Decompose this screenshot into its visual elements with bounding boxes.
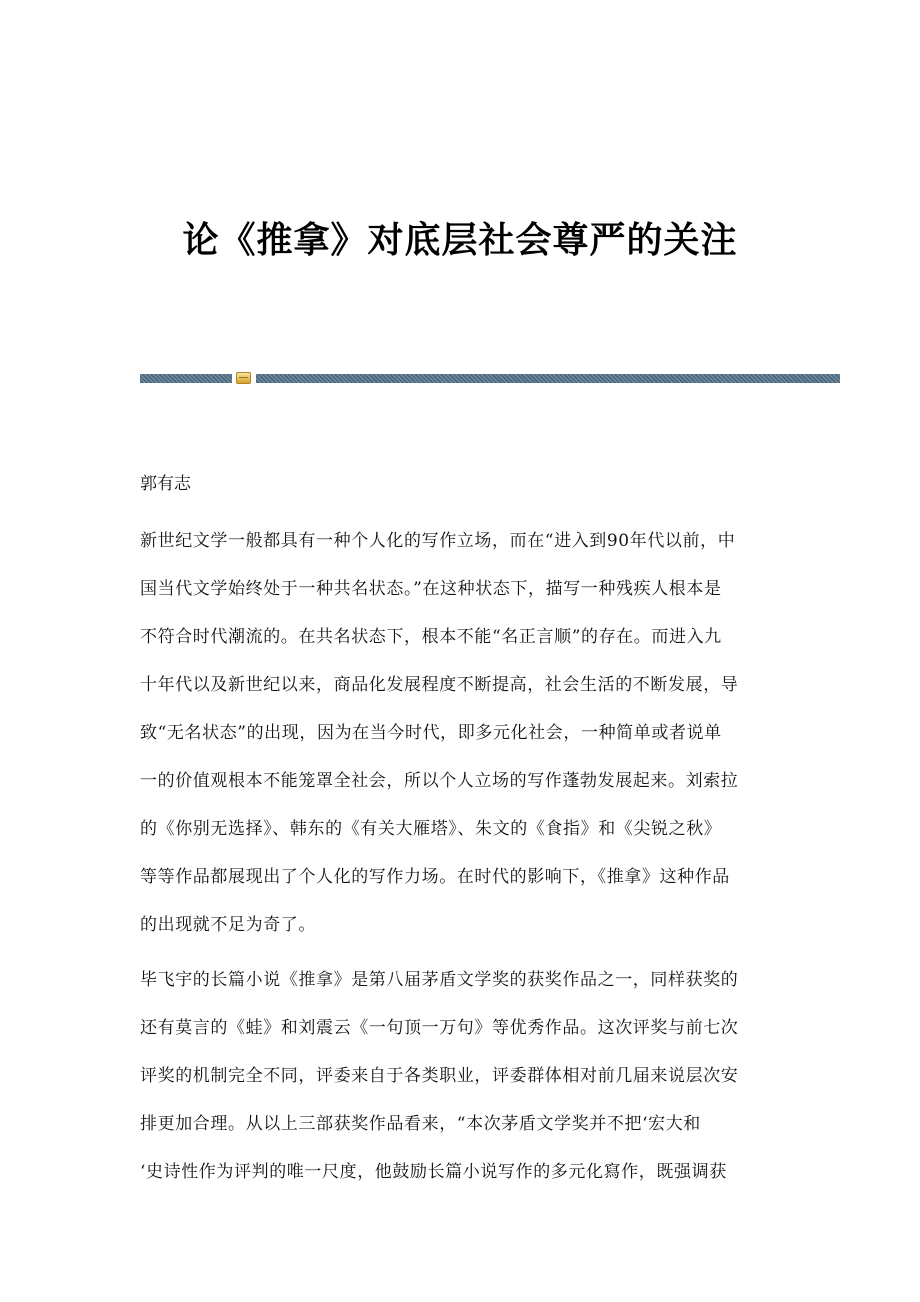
paragraph-line: 不符合时代潮流的。在共名状态下，根本不能“名正言顺”的存在。而进入九	[140, 627, 722, 647]
paragraph-line: 一的价值观根本不能笼罩全社会，所以个人立场的写作蓬勃发展起来。刘索拉	[140, 771, 739, 791]
paragraph-line: 致“无名状态”的出现，因为在当今时代，即多元化社会，一种简单或者说单	[140, 723, 722, 743]
divider-ornament-icon	[236, 372, 251, 384]
paragraph-line: 还有莫言的《蛙》和刘震云《一句顶一万句》等优秀作品。这次评奖与前七次	[140, 1018, 739, 1038]
paragraph-line: ‘史诗性作为评判的唯一尺度，他鼓励长篇小说写作的多元化寫作，既强调获	[140, 1162, 727, 1182]
paragraph-line: 新世纪文学一般都具有一种个人化的写作立场，而在“进入到90年代以前，中	[140, 531, 736, 551]
paragraph-line: 十年代以及新世纪以来，商品化发展程度不断提高，社会生活的不断发展，导	[140, 675, 739, 695]
document-title: 论《推拿》对底层社会尊严的关注	[182, 220, 738, 261]
paragraph-line: 毕飞宇的长篇小说《推拿》是第八届茅盾文学奖的获奖作品之一，同样获奖的	[140, 970, 739, 990]
paragraph-line: 国当代文学始终处于一种共名状态。”在这种状态下，描写一种残疾人根本是	[140, 579, 722, 599]
title-divider-left	[140, 374, 232, 383]
paragraph-line: 的出现就不足为奇了。	[140, 915, 316, 935]
paragraph-2	[140, 956, 780, 1196]
paragraph-line: 等等作品都展现出了个人化的写作力场。在时代的影响下，《推拿》这种作品	[140, 867, 730, 887]
title-divider-right	[256, 374, 840, 383]
paragraph-line: 排更加合理。从以上三部获奖作品看来，“本次茅盾文学奖并不把‘宏大和	[140, 1114, 701, 1134]
paragraph-line: 评奖的机制完全不同，评委来自于各类职业，评委群体相对前几届来说层次安	[140, 1066, 739, 1086]
paragraph-1	[140, 517, 780, 949]
paragraph-line: 的《你别无选择》、韩东的《有关大雁塔》、朱文的《食指》和《尖锐之秋》	[140, 819, 722, 839]
author-name: 郭有志	[140, 474, 191, 494]
